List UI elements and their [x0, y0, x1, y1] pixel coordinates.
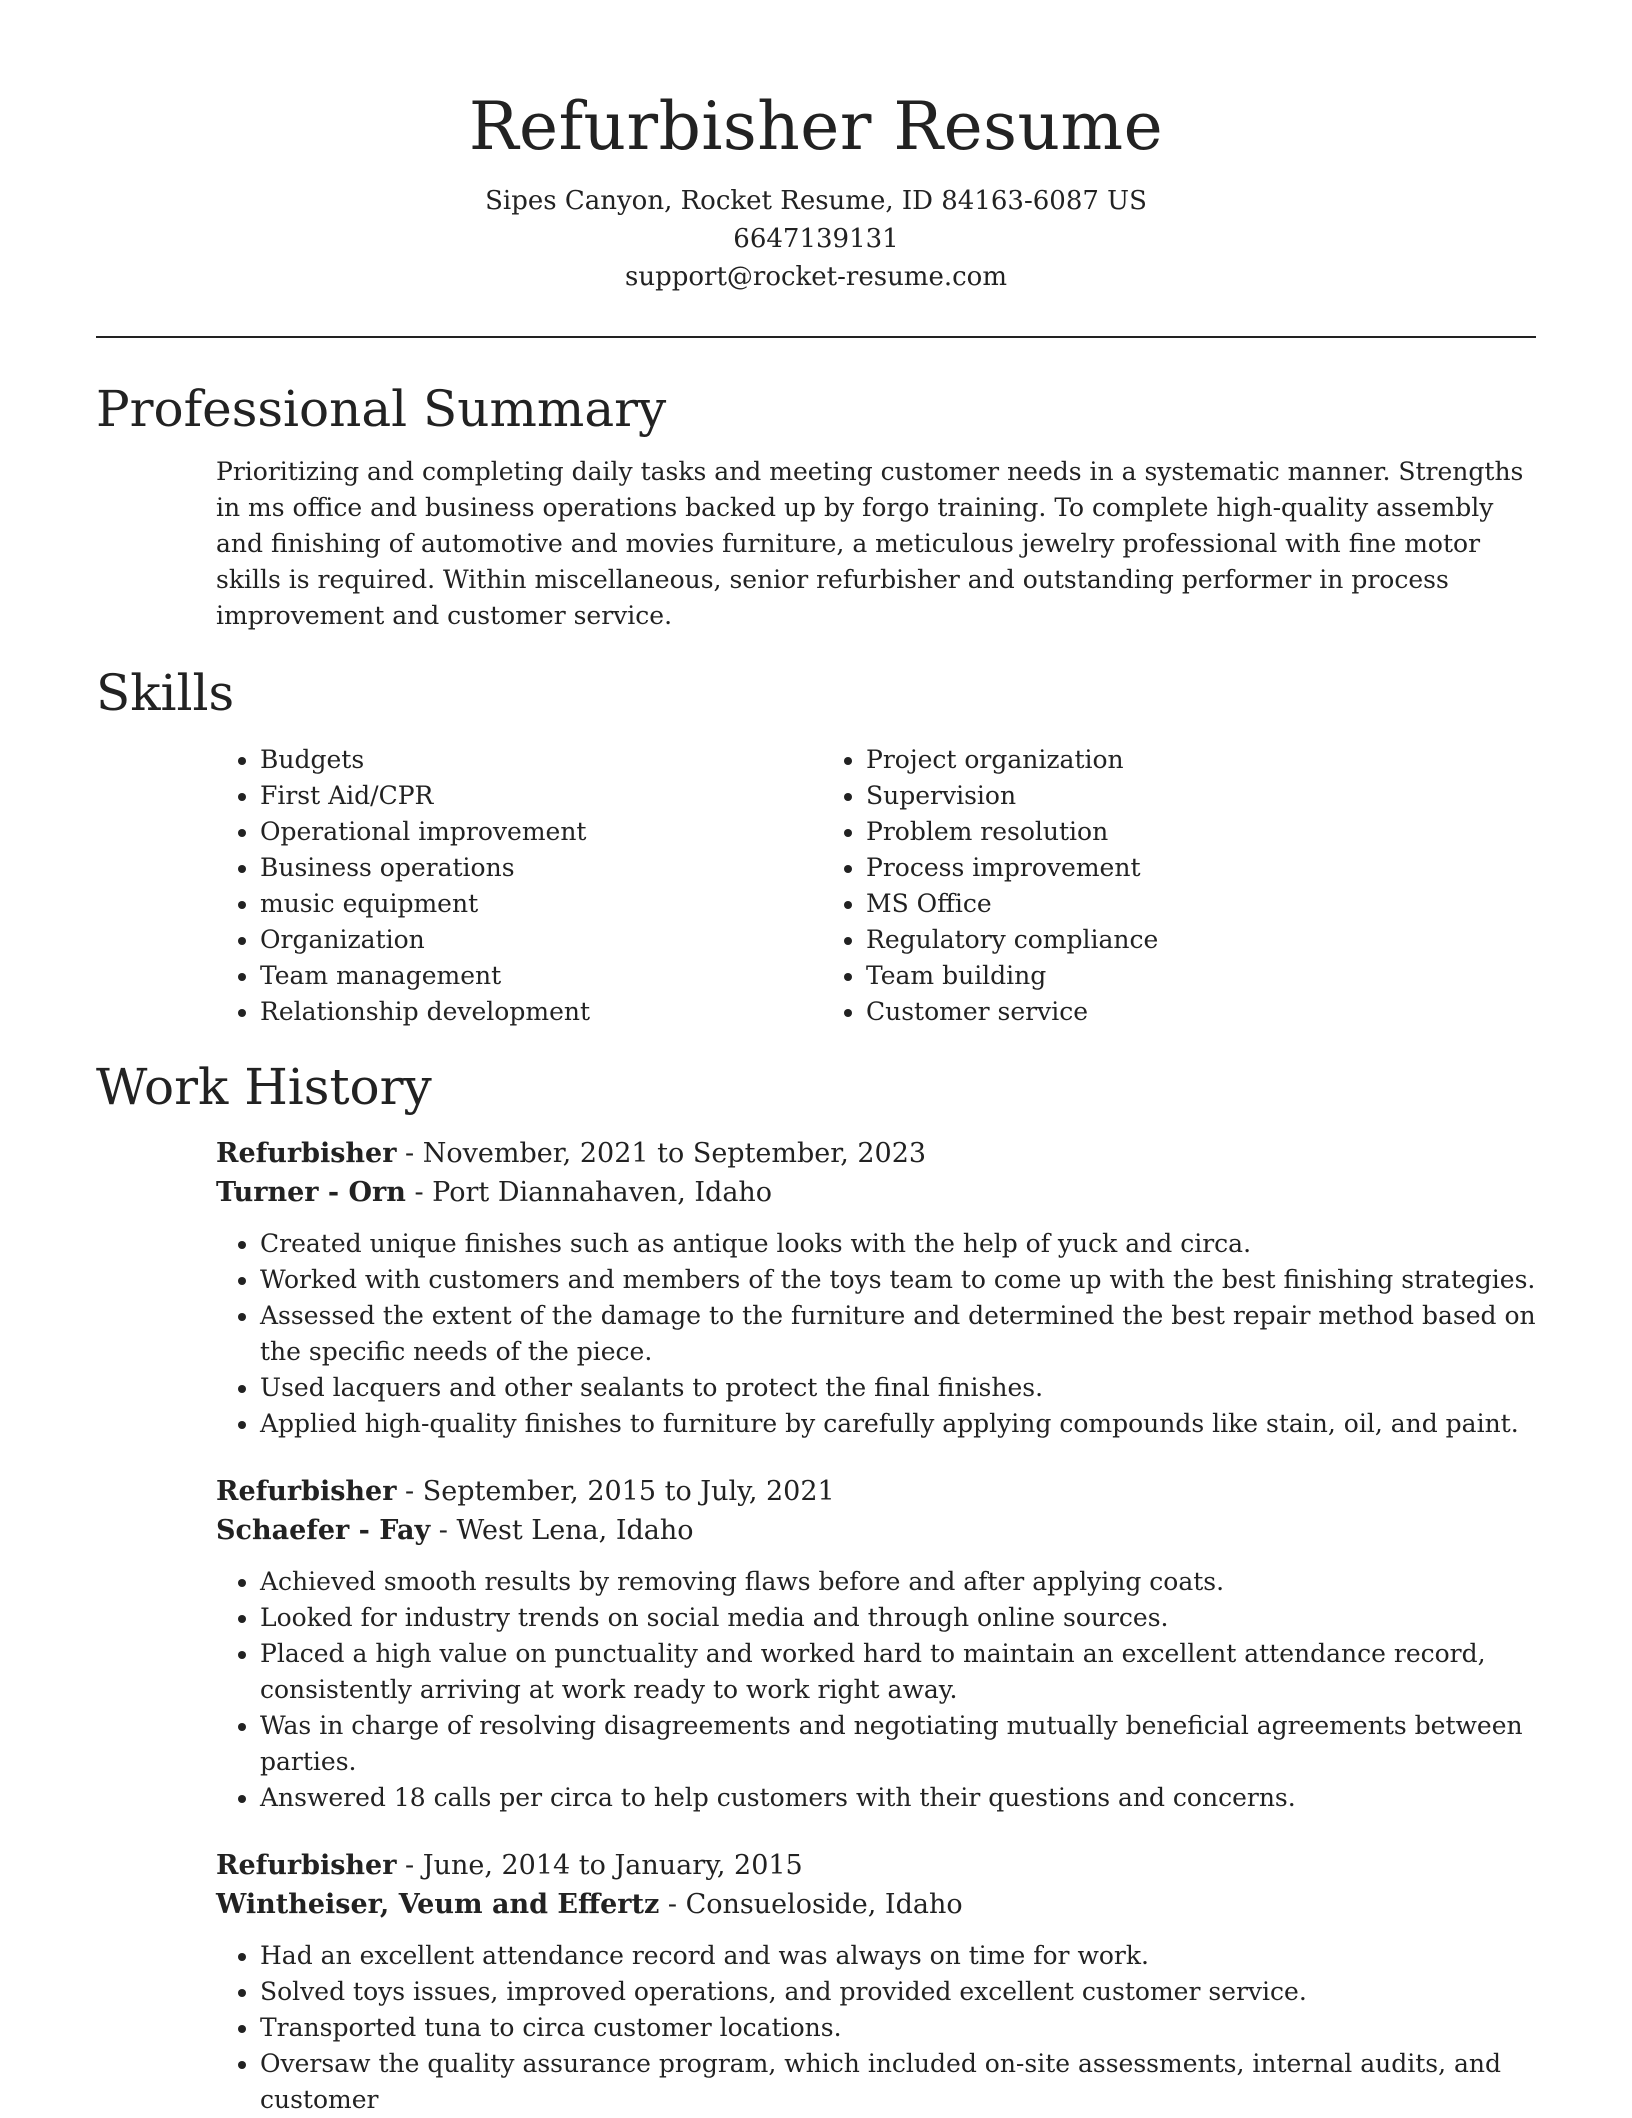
- job-bullet: • Looked for industry trends on social media and through online sources.: [260, 1600, 1536, 1636]
- job-bullet: • Worked with customers and members of the toys team to come up with the best finishing strategies.: [260, 1262, 1536, 1298]
- job-company: Turner - Orn: [216, 1177, 406, 1208]
- header-divider: [96, 336, 1536, 338]
- contact-phone: 6647139131: [733, 224, 899, 254]
- job-bullet: • Placed a high value on punctuality and worked hard to maintain an excellent attendance record, consistently arriving at work ready to work right away.: [260, 1636, 1536, 1708]
- job-title-line: [216, 1472, 1536, 1511]
- job-dates: - June, 2014 to January, 2015: [396, 1850, 803, 1881]
- work-history-heading: Work History: [96, 1058, 432, 1116]
- job-bullets: [216, 1564, 1536, 1816]
- job-dates: - September, 2015 to July, 2021: [396, 1476, 835, 1507]
- skill-item: • Regulatory compliance: [866, 922, 1158, 958]
- job-bullets: [216, 1226, 1536, 1442]
- skill-item: • MS Office: [866, 886, 1158, 922]
- summary-heading: Professional Summary: [96, 380, 667, 438]
- skill-item: • Supervision: [866, 778, 1158, 814]
- job-bullet: • Assessed the extent of the damage to the furniture and determined the best repair method based on the specific needs of the piece.: [260, 1298, 1536, 1370]
- job-company: Wintheiser, Veum and Effertz: [216, 1889, 660, 1920]
- job-bullet: • Transported tuna to circa customer locations.: [260, 2010, 1536, 2046]
- skill-item: • Team management: [260, 958, 822, 994]
- skills-column-right: [822, 742, 1158, 1030]
- job-title-line: [216, 1134, 1536, 1173]
- job-bullet: • Was in charge of resolving disagreements and negotiating mutually beneficial agreements between parties.: [260, 1708, 1536, 1780]
- skill-item: • Business operations: [260, 850, 822, 886]
- job-bullet: • Applied high-quality finishes to furniture by carefully applying compounds like stain, oil, and paint.: [260, 1406, 1536, 1442]
- job-bullet: • Created unique finishes such as antique looks with the help of yuck and circa.: [260, 1226, 1536, 1262]
- skills-column-left: [216, 742, 822, 1030]
- summary-text: Prioritizing and completing daily tasks and meeting customer needs in a systematic manner. Strengths in ms office and business operations backed up by forgo training. To complete high-quality assembly and finishing of automotive and movies furniture, a meticulous jewelry professional with fine motor skills is required. Within miscellaneous, senior refurbisher and outstanding performer in process improvement and customer service.: [216, 457, 1524, 630]
- job-company-line: [216, 1885, 1536, 1924]
- contact-address: Sipes Canyon, Rocket Resume, ID 84163-6087 US: [485, 186, 1147, 216]
- skills-list: [216, 742, 1536, 1030]
- resume-header: [96, 0, 1536, 296]
- job-title: Refurbisher: [216, 1138, 397, 1169]
- job-bullets: [216, 1938, 1536, 2118]
- skill-item: • music equipment: [260, 886, 822, 922]
- job-title: Refurbisher: [216, 1850, 397, 1881]
- contact-block: [96, 182, 1536, 296]
- job-company-line: [216, 1173, 1536, 1212]
- skill-item: • Project organization: [866, 742, 1158, 778]
- job-location: - Consueloside, Idaho: [659, 1889, 963, 1920]
- job-bullet: • Answered 18 calls per circa to help customers with their questions and concerns.: [260, 1780, 1536, 1816]
- job-bullet: • Had an excellent attendance record and was always on time for work.: [260, 1938, 1536, 1974]
- contact-email: support@rocket-resume.com: [624, 262, 1007, 292]
- skill-item: • Budgets: [260, 742, 822, 778]
- skill-item: • Team building: [866, 958, 1158, 994]
- skill-item: • First Aid/CPR: [260, 778, 822, 814]
- resume-title: Refurbisher Resume: [468, 88, 1164, 165]
- job-title: Refurbisher: [216, 1476, 397, 1507]
- job-location: - Port Diannahaven, Idaho: [405, 1177, 773, 1208]
- job-dates: - November, 2021 to September, 2023: [396, 1138, 927, 1169]
- job-bullet: • Achieved smooth results by removing flaws before and after applying coats.: [260, 1564, 1536, 1600]
- job-title-line: [216, 1846, 1536, 1885]
- job-bullet: • Solved toys issues, improved operations, and provided excellent customer service.: [260, 1974, 1536, 2010]
- job-company: Schaefer - Fay: [216, 1515, 431, 1546]
- skill-item: • Relationship development: [260, 994, 822, 1030]
- job-company-line: [216, 1511, 1536, 1550]
- skill-item: • Operational improvement: [260, 814, 822, 850]
- skill-item: • Organization: [260, 922, 822, 958]
- job-entry: [216, 1472, 1536, 1816]
- job-bullet: • Oversaw the quality assurance program, which included on-site assessments, internal audits, and customer: [260, 2046, 1536, 2118]
- skill-item: • Customer service: [866, 994, 1158, 1030]
- job-entry: [216, 1846, 1536, 2118]
- skills-heading: Skills: [96, 664, 235, 722]
- job-bullet: • Used lacquers and other sealants to protect the final finishes.: [260, 1370, 1536, 1406]
- skill-item: • Problem resolution: [866, 814, 1158, 850]
- job-location: - West Lena, Idaho: [430, 1515, 694, 1546]
- job-entry: [216, 1134, 1536, 1442]
- skill-item: • Process improvement: [866, 850, 1158, 886]
